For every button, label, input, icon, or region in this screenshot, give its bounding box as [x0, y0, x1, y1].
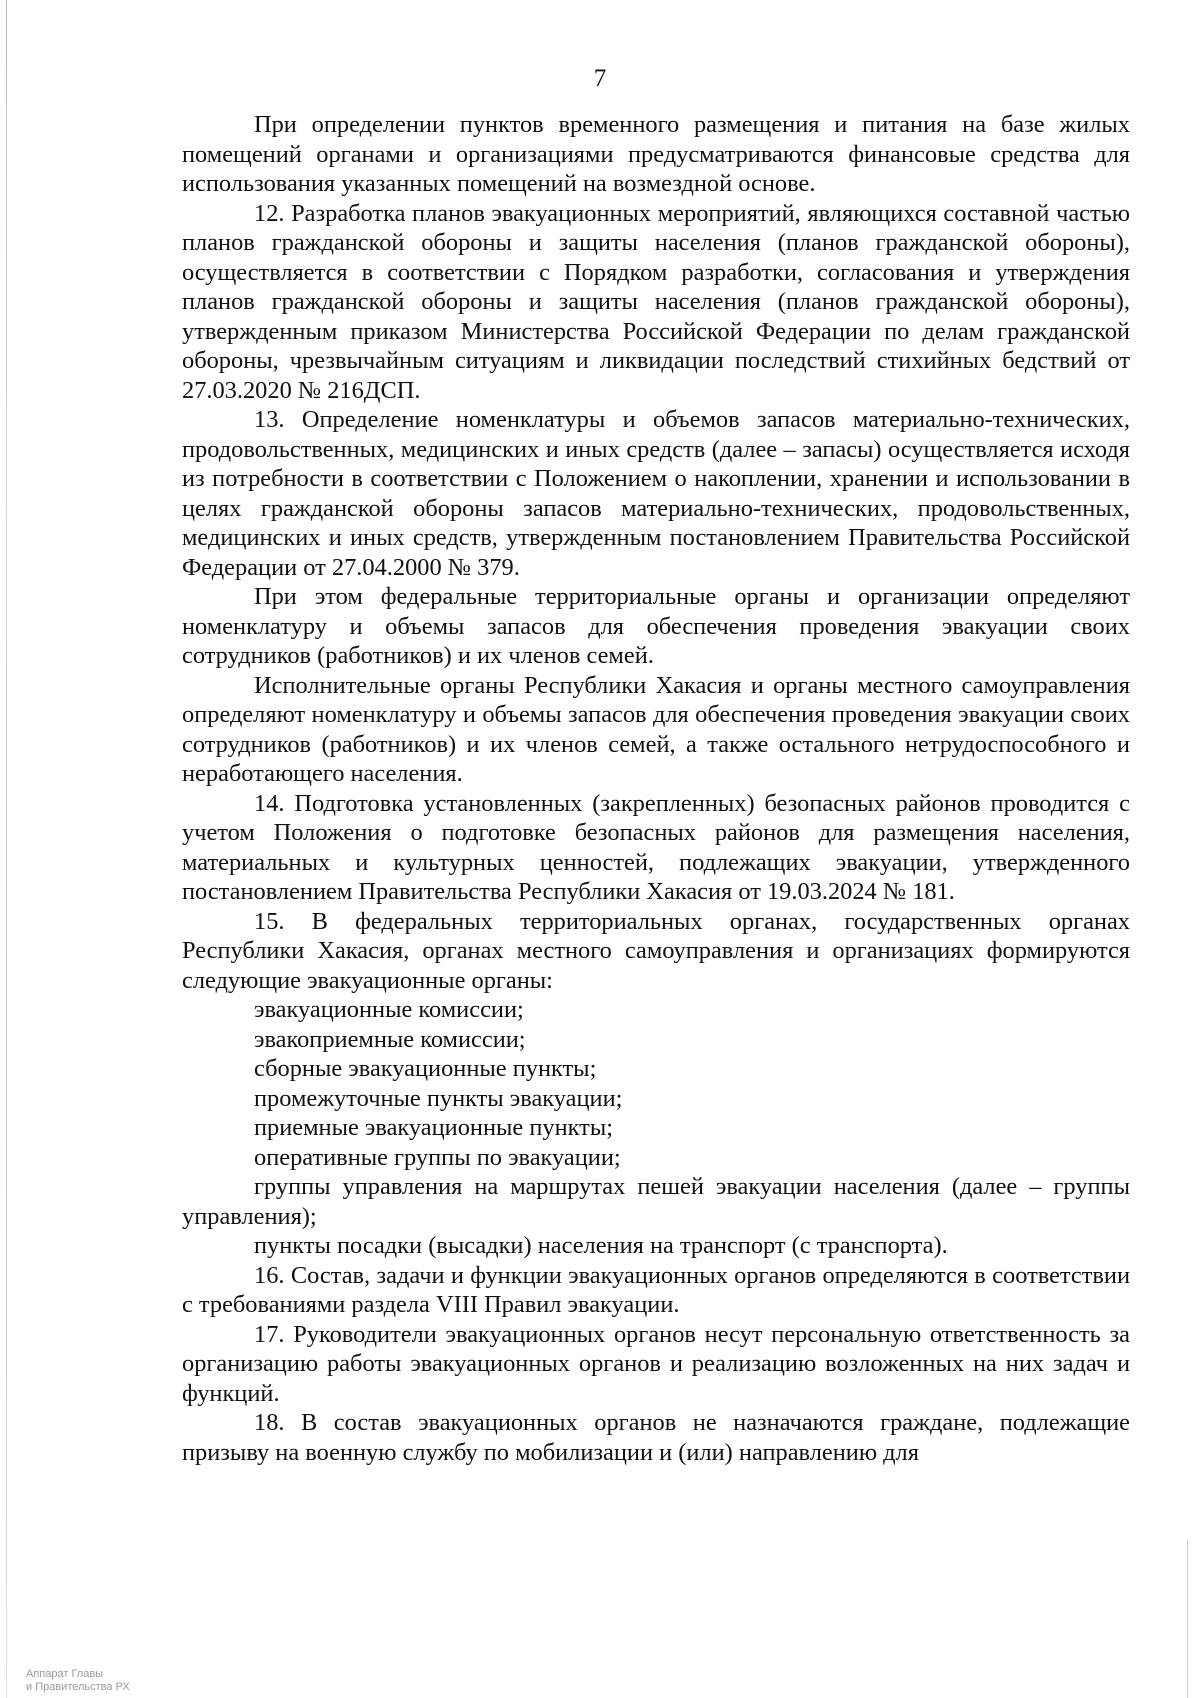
list-item: эвакуационные комиссии;	[254, 996, 524, 1023]
list-item: оперативные группы по эвакуации;	[254, 1143, 621, 1171]
list-item: сборные эвакуационные пункты;	[254, 1055, 597, 1082]
paragraph-15: 15. В федеральных территориальных органах, государственных органах Республики Хакасия, органах местного самоуправления и организациях формируются следующие эвакуационные органы:	[182, 907, 1130, 994]
paragraph-federal-bodies: При этом федеральные территориальные органы и организации определяют номенклатуру и объемы запасов для обеспечения проведения эвакуации своих сотрудников (работников) и их членов семей.	[182, 583, 1130, 669]
stamp-line-2: и Правительства РХ	[26, 1681, 130, 1693]
document-body	[182, 110, 1130, 1467]
office-stamp	[26, 1668, 130, 1694]
paragraph-executive-bodies: Исполнительные органы Республики Хакасия и органы местного самоуправления определяют номенклатуру и объемы запасов для обеспечения проведения эвакуации своих сотрудников (работников) и их членов семей, а также остального нетрудоспособного и неработающего населения.	[182, 671, 1130, 787]
list-item: промежуточные пункты эвакуации;	[254, 1084, 623, 1112]
paragraph-13: 13. Определение номенклатуры и объемов запасов материально-технических, продовольственных, медицинских и иных средств (далее – запасы) осуществляется исходя из потребности в соответствии с Положением о накоплении, хранении и использовании в целях гражданской обороны запасов материально-технических, продовольственных, медицинских и иных средств, утвержденным постановлением Правительства Российской Федерации от 27.04.2000 № 379.	[182, 406, 1130, 581]
paragraph-temporary-accommodation: При определении пунктов временного размещения и питания на базе жилых помещений органами и организациями предусматриваются финансовые средства для использования указанных помещений на возмездной основе.	[182, 111, 1130, 197]
paragraph-17: 17. Руководители эвакуационных органов несут персональную ответственность за организацию работы эвакуационных органов и реализацию возложенных на них задач и функций.	[182, 1320, 1130, 1407]
scan-left-edge	[6, 0, 7, 1698]
paragraph-16: 16. Состав, задачи и функции эвакуационных органов определяются в соответствии с требованиями раздела VIII Правил эвакуации.	[182, 1261, 1130, 1318]
page-number: 7	[593, 65, 607, 92]
scan-right-edge	[1187, 1540, 1188, 1698]
list-item-boarding-points: пункты посадки (высадки) населения на транспорт (с транспорта).	[254, 1232, 948, 1259]
paragraph-12: 12. Разработка планов эвакуационных мероприятий, являющихся составной частью планов гражданской обороны и защиты населения (планов гражданской обороны), осуществляется в соответствии с Порядком разработки, согласования и утверждения планов гражданской обороны и защиты населения (планов гражданской обороны), утвержденным приказом Министерства Российской Федерации по делам гражданской обороны, чрезвычайным ситуациям и ликвидации последствий стихийных бедствий от 27.03.2020 № 216ДСП.	[182, 199, 1130, 404]
paragraph-18: 18. В состав эвакуационных органов не назначаются граждане, подлежащие призыву на военную службу по мобилизации и (или) направлению для	[182, 1409, 1130, 1466]
stamp-line-1: Аппарат Главы	[26, 1668, 104, 1680]
list-item: эвакоприемные комиссии;	[254, 1025, 526, 1053]
paragraph-14: 14. Подготовка установленных (закрепленных) безопасных районов проводится с учетом Положения о подготовке безопасных районов для размещения населения, материальных и культурных ценностей, подлежащих эвакуации, утвержденного постановлением Правительства Республики Хакасия от 19.03.2024 № 181.	[182, 789, 1130, 905]
list-item-control-groups: группы управления на маршрутах пешей эвакуации населения (далее – группы управления);	[182, 1173, 1130, 1230]
evacuation-bodies-list	[182, 995, 1130, 1172]
list-item: приемные эвакуационные пункты;	[254, 1114, 613, 1141]
